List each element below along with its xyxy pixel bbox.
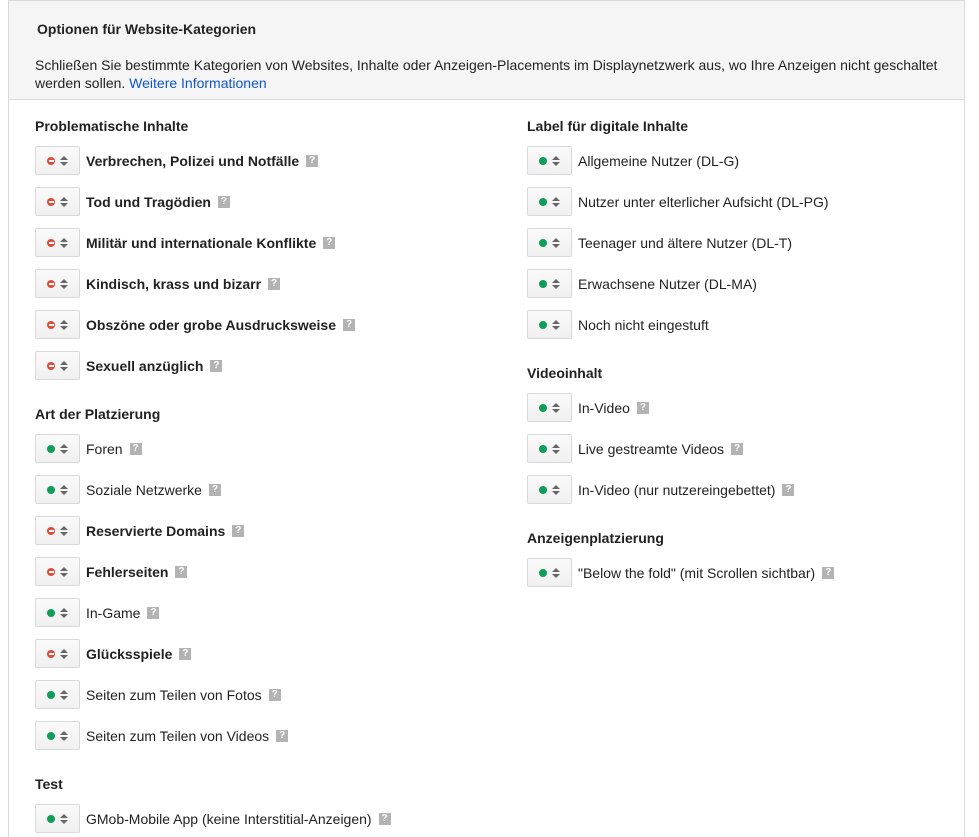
green-dot-icon xyxy=(539,239,547,247)
up-down-arrows-icon xyxy=(60,608,68,618)
red-minus-icon xyxy=(47,527,55,535)
up-down-arrows-icon xyxy=(60,485,68,495)
category-row-obszone-oder-grobe-ausdrucksweise xyxy=(35,309,495,340)
category-label: Glücksspiele xyxy=(86,645,173,662)
category-label: "Below the fold" (mit Scrollen sichtbar) xyxy=(578,564,816,581)
up-down-arrows-icon xyxy=(60,731,68,741)
up-down-arrows-icon xyxy=(60,197,68,207)
status-toggle-button[interactable] xyxy=(35,639,80,668)
red-minus-icon xyxy=(47,157,55,165)
question-mark-icon[interactable]: ? xyxy=(637,402,649,414)
category-row-teenager-und-altere-nutzer-dl-t xyxy=(527,227,957,258)
up-down-arrows-icon xyxy=(552,568,560,578)
green-dot-icon xyxy=(539,569,547,577)
learn-more-link[interactable]: Weitere Informationen xyxy=(129,75,267,91)
question-mark-icon[interactable]: ? xyxy=(210,360,222,372)
category-row-kindisch-krass-und-bizarr xyxy=(35,268,495,299)
status-toggle-button[interactable] xyxy=(527,146,572,175)
red-minus-icon xyxy=(47,198,55,206)
up-down-arrows-icon xyxy=(60,526,68,536)
status-toggle-button[interactable] xyxy=(527,310,572,339)
category-label: Seiten zum Teilen von Videos xyxy=(86,727,270,744)
question-mark-icon[interactable]: ? xyxy=(276,730,288,742)
question-mark-icon[interactable]: ? xyxy=(218,196,230,208)
status-toggle-button[interactable] xyxy=(35,475,80,504)
question-mark-icon[interactable]: ? xyxy=(147,607,159,619)
status-toggle-button[interactable] xyxy=(35,557,80,586)
category-row-soziale-netzwerke xyxy=(35,474,495,505)
category-row-in-video-nur-nutzereingebettet xyxy=(527,474,957,505)
question-mark-icon[interactable]: ? xyxy=(306,155,318,167)
status-toggle-button[interactable] xyxy=(35,434,80,463)
category-row-fehlerseiten xyxy=(35,556,495,587)
category-row-seiten-zum-teilen-von-videos xyxy=(35,720,495,751)
status-toggle-button[interactable] xyxy=(35,146,80,175)
question-mark-icon[interactable]: ? xyxy=(175,566,187,578)
category-label: Seiten zum Teilen von Fotos xyxy=(86,686,262,703)
category-label: Kindisch, krass und bizarr xyxy=(86,275,262,292)
green-dot-icon xyxy=(47,815,55,823)
up-down-arrows-icon xyxy=(60,320,68,330)
green-dot-icon xyxy=(47,445,55,453)
category-row-sexuell-anzuglich xyxy=(35,350,495,381)
status-toggle-button[interactable] xyxy=(35,516,80,545)
category-row-tod-und-tragodien xyxy=(35,186,495,217)
up-down-arrows-icon xyxy=(552,197,560,207)
status-toggle-button[interactable] xyxy=(527,475,572,504)
section-title-anzeigenplatzierung: Anzeigenplatzierung xyxy=(527,530,664,546)
category-row-gmob-mobile-app-keine-interstitial-anzeigen xyxy=(35,803,495,834)
category-label: Obszöne oder grobe Ausdrucksweise xyxy=(86,316,336,333)
green-dot-icon xyxy=(47,486,55,494)
category-label: Teenager und ältere Nutzer (DL-T) xyxy=(578,234,792,251)
panel-title: Optionen für Website-Kategorien xyxy=(37,21,257,37)
up-down-arrows-icon xyxy=(60,814,68,824)
status-toggle-button[interactable] xyxy=(35,721,80,750)
category-row-foren xyxy=(35,433,495,464)
red-minus-icon xyxy=(47,568,55,576)
category-label: Militär und internationale Konflikte xyxy=(86,234,317,251)
category-row-erwachsene-nutzer-dl-ma xyxy=(527,268,957,299)
category-label: Foren xyxy=(86,440,123,457)
category-label: Allgemeine Nutzer (DL-G) xyxy=(578,152,740,169)
red-minus-icon xyxy=(47,321,55,329)
section-title-problematische-inhalte: Problematische Inhalte xyxy=(35,118,189,134)
category-label: GMob-Mobile App (keine Interstitial-Anzeigen) xyxy=(86,810,372,827)
category-row-militar-und-internationale-konflikte xyxy=(35,227,495,258)
site-category-options-panel xyxy=(8,0,965,837)
right-column xyxy=(527,100,957,588)
up-down-arrows-icon xyxy=(552,238,560,248)
category-label: Reservierte Domains xyxy=(86,522,226,539)
question-mark-icon[interactable]: ? xyxy=(782,484,794,496)
section-title-art-der-platzierung: Art der Platzierung xyxy=(35,406,161,422)
red-minus-icon xyxy=(47,280,55,288)
question-mark-icon[interactable]: ? xyxy=(731,443,743,455)
up-down-arrows-icon xyxy=(60,690,68,700)
up-down-arrows-icon xyxy=(60,156,68,166)
section-title-test: Test xyxy=(35,776,63,792)
question-mark-icon[interactable]: ? xyxy=(269,689,281,701)
question-mark-icon[interactable]: ? xyxy=(822,567,834,579)
status-toggle-button[interactable] xyxy=(527,393,572,422)
red-minus-icon xyxy=(47,239,55,247)
category-row-in-game xyxy=(35,597,495,628)
category-label: Erwachsene Nutzer (DL-MA) xyxy=(578,275,757,292)
up-down-arrows-icon xyxy=(552,156,560,166)
up-down-arrows-icon xyxy=(60,238,68,248)
category-label: Tod und Tragödien xyxy=(86,193,211,210)
category-row-nutzer-unter-elterlicher-aufsicht-dl-pg xyxy=(527,186,957,217)
category-label: Noch nicht eingestuft xyxy=(578,316,709,333)
status-toggle-button[interactable] xyxy=(35,187,80,216)
up-down-arrows-icon xyxy=(552,403,560,413)
up-down-arrows-icon xyxy=(60,361,68,371)
category-row-verbrechen-polizei-und-notfalle xyxy=(35,145,495,176)
status-toggle-button[interactable] xyxy=(527,558,572,587)
green-dot-icon xyxy=(539,198,547,206)
question-mark-icon[interactable]: ? xyxy=(232,525,244,537)
status-toggle-button[interactable] xyxy=(35,310,80,339)
category-row-below-the-fold-mit-scrollen-sichtbar xyxy=(527,557,957,588)
category-row-noch-nicht-eingestuft xyxy=(527,309,957,340)
up-down-arrows-icon xyxy=(552,320,560,330)
question-mark-icon[interactable]: ? xyxy=(268,278,280,290)
green-dot-icon xyxy=(47,609,55,617)
left-column xyxy=(35,100,495,834)
category-label: Sexuell anzüglich xyxy=(86,357,204,374)
description-text: Schließen Sie bestimmte Kategorien von Websites, Inhalte oder Anzeigen-Placements im Displaynetzwerk aus, wo Ihre Anzeigen nicht geschaltet werden sollen. xyxy=(35,57,938,91)
status-toggle-button[interactable] xyxy=(35,680,80,709)
status-toggle-button[interactable] xyxy=(527,187,572,216)
category-label: Verbrechen, Polizei und Notfälle xyxy=(86,152,300,169)
red-minus-icon xyxy=(47,362,55,370)
red-minus-icon xyxy=(47,650,55,658)
question-mark-icon[interactable]: ? xyxy=(379,813,391,825)
category-label: In-Video xyxy=(578,399,630,416)
category-label: In-Game xyxy=(86,604,141,621)
green-dot-icon xyxy=(539,321,547,329)
up-down-arrows-icon xyxy=(552,444,560,454)
category-row-live-gestreamte-videos xyxy=(527,433,957,464)
panel-description xyxy=(35,56,938,92)
up-down-arrows-icon xyxy=(60,649,68,659)
question-mark-icon[interactable]: ? xyxy=(179,648,191,660)
category-label: Nutzer unter elterlicher Aufsicht (DL-PG) xyxy=(578,193,829,210)
up-down-arrows-icon xyxy=(60,279,68,289)
status-toggle-button[interactable] xyxy=(35,269,80,298)
green-dot-icon xyxy=(539,404,547,412)
status-toggle-button[interactable] xyxy=(35,228,80,257)
status-toggle-button[interactable] xyxy=(527,228,572,257)
question-mark-icon[interactable]: ? xyxy=(209,484,221,496)
question-mark-icon[interactable]: ? xyxy=(130,443,142,455)
category-row-allgemeine-nutzer-dl-g xyxy=(527,145,957,176)
panel-header xyxy=(9,0,964,100)
green-dot-icon xyxy=(539,486,547,494)
green-dot-icon xyxy=(47,691,55,699)
green-dot-icon xyxy=(47,732,55,740)
category-row-seiten-zum-teilen-von-fotos xyxy=(35,679,495,710)
section-title-videoinhalt: Videoinhalt xyxy=(527,365,603,381)
up-down-arrows-icon xyxy=(552,485,560,495)
question-mark-icon[interactable]: ? xyxy=(323,237,335,249)
up-down-arrows-icon xyxy=(552,279,560,289)
up-down-arrows-icon xyxy=(60,444,68,454)
category-label: In-Video (nur nutzereingebettet) xyxy=(578,481,776,498)
category-row-glucksspiele xyxy=(35,638,495,669)
category-label: Live gestreamte Videos xyxy=(578,440,725,457)
section-title-label-fur-digitale-inhalte: Label für digitale Inhalte xyxy=(527,118,689,134)
status-toggle-button[interactable] xyxy=(527,434,572,463)
green-dot-icon xyxy=(539,280,547,288)
green-dot-icon xyxy=(539,445,547,453)
category-label: Fehlerseiten xyxy=(86,563,169,580)
status-toggle-button[interactable] xyxy=(35,804,80,833)
category-row-reservierte-domains xyxy=(35,515,495,546)
status-toggle-button[interactable] xyxy=(35,598,80,627)
up-down-arrows-icon xyxy=(60,567,68,577)
status-toggle-button[interactable] xyxy=(527,269,572,298)
question-mark-icon[interactable]: ? xyxy=(343,319,355,331)
status-toggle-button[interactable] xyxy=(35,351,80,380)
category-row-in-video xyxy=(527,392,957,423)
category-label: Soziale Netzwerke xyxy=(86,481,202,498)
green-dot-icon xyxy=(539,157,547,165)
